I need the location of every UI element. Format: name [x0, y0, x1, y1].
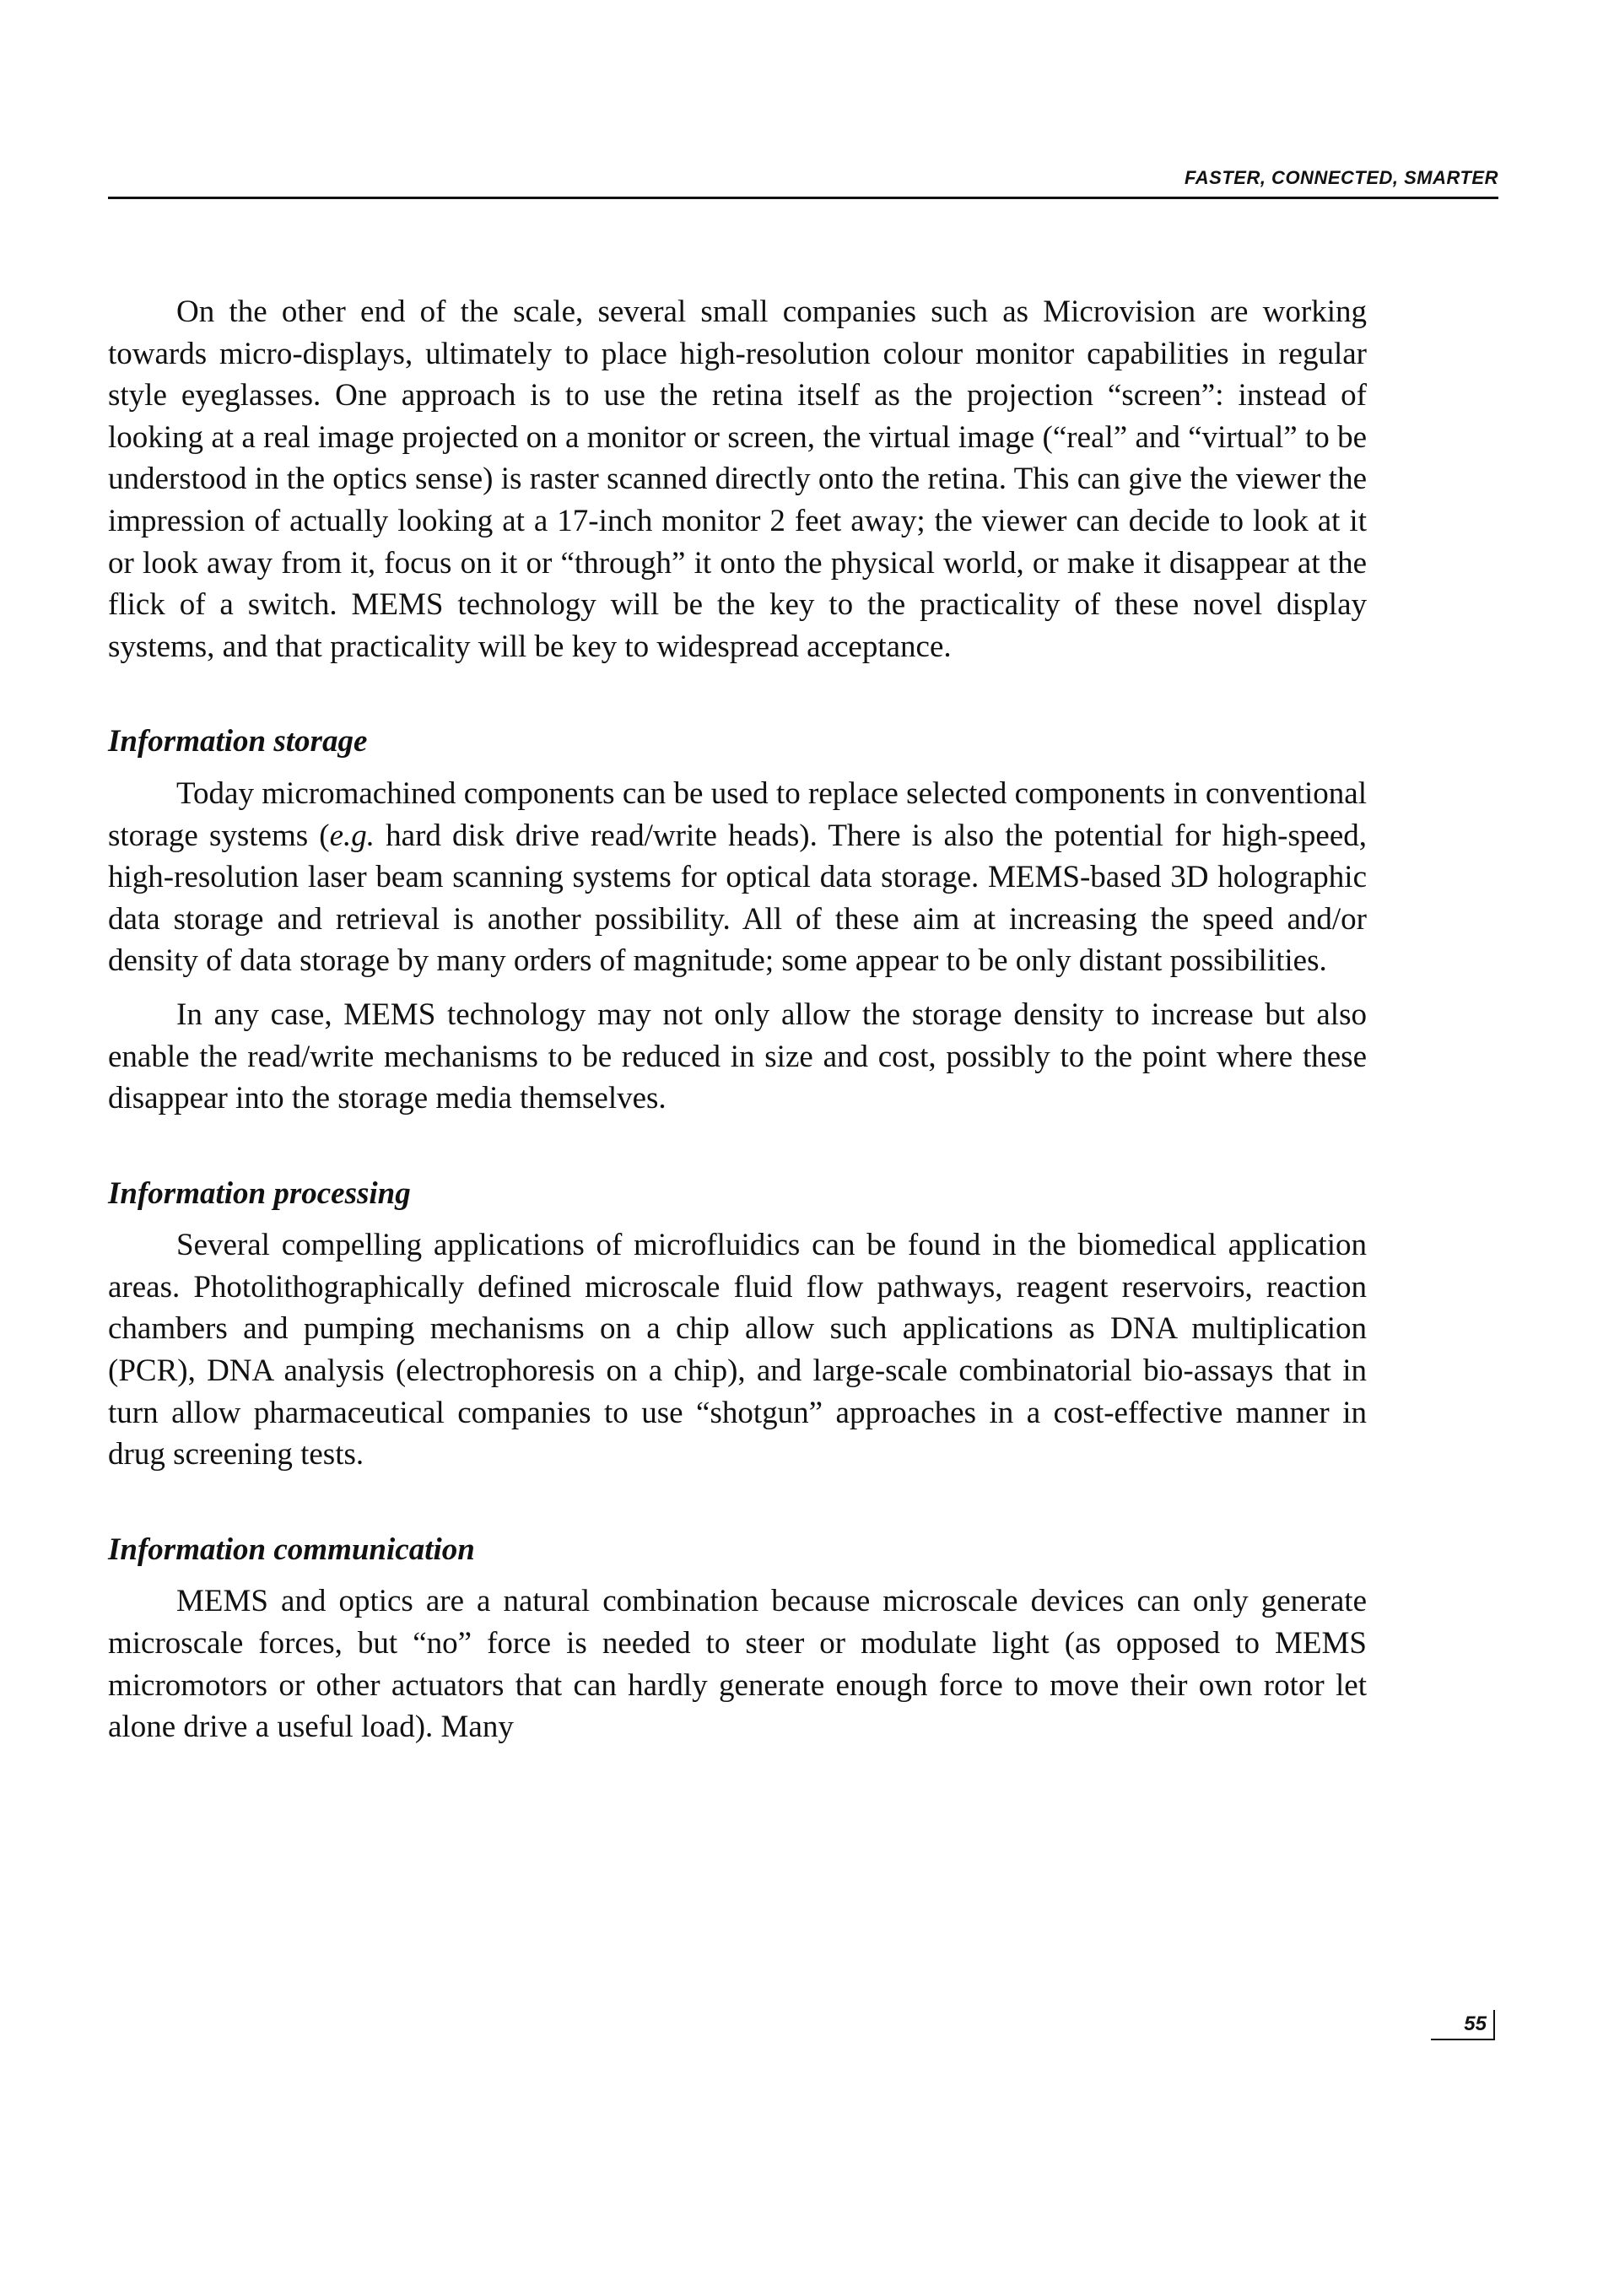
processing-paragraph-1: Several compelling applications of microfluidics can be found in the biomedical application areas. Photolithographically defined microscale fluid flow pathways, reagent reservoirs, reaction chambers and pumping mechanisms on a chip allow such applications as DNA multiplication (PCR), DNA analysis (electrophoresis on a chip), and large-scale combinatorial bio-assays that in turn allow pharmaceutical companies to use “shotgun” approaches in a cost-effective manner in drug screening tests. [108, 1228, 1367, 1472]
page-body [108, 291, 1367, 1748]
storage-paragraph-2: In any case, MEMS technology may not only allow the storage density to increase but also enable the read/write mechanisms to be reduced in size and cost, possibly to the point where these disappear into the storage media themselves. [108, 997, 1367, 1116]
page-number: 55 [1431, 2010, 1495, 2040]
storage-p1-eg: e.g. [329, 818, 375, 853]
storage-p1-text-b: hard disk drive read/write heads). There is also the potential for high-speed, high-resolution laser beam scanning systems for optical data storage. MEMS-based 3D holographic data storage and retrieval is another possibility. All of these aim at increasing the speed and/or density of data storage by many orders of magnitude; some appear to be only distant possibilities. [108, 818, 1367, 979]
running-header: FASTER, CONNECTED, SMARTER [1185, 167, 1498, 188]
section-heading-processing: Information processing [108, 1175, 411, 1211]
section-heading-communication: Information communication [108, 1532, 475, 1567]
intro-paragraph: On the other end of the scale, several small companies such as Microvision are working towards micro-displays, ultimately to place high-resolution colour monitor capabilities in regular style eyeglasses. One approach is to use the retina itself as the projection “screen”: instead of looking at a real image projected on a monitor or screen, the virtual image (“real” and “virtual” to be understood in the optics sense) is raster scanned directly onto the retina. This can give the viewer the impression of actually looking at a 17-inch monitor 2 feet away; the viewer can decide to look at it or look away from it, focus on it or “through” it onto the physical world, or make it disappear at the flick of a switch. MEMS technology will be the key to the practicality of these novel display systems, and that practicality will be key to widespread acceptance. [108, 294, 1367, 664]
storage-paragraph-1 [108, 773, 1367, 982]
section-heading-storage: Information storage [108, 724, 368, 759]
storage-p1-text-a: Today micromachined components can be used to replace selected components in conventional storage systems ( [108, 775, 1367, 853]
header-rule [108, 197, 1498, 199]
communication-paragraph-1: MEMS and optics are a natural combination because microscale devices can only generate microscale forces, but “no” force is needed to steer or modulate light (as opposed to MEMS micromotors or other actuators that can hardly generate enough force to move their own rotor let alone drive a useful load). Many [108, 1584, 1367, 1745]
